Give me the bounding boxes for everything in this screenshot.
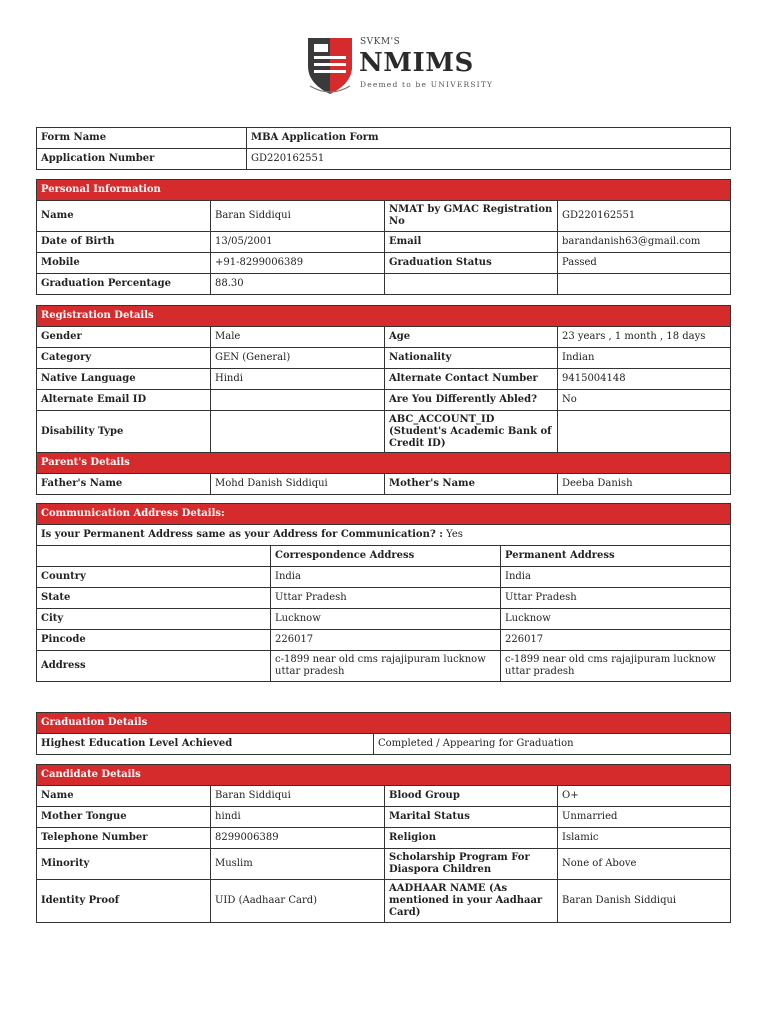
field-label: Graduation Status (385, 253, 558, 274)
field-label: Highest Education Level Achieved (37, 734, 374, 755)
application-number-value: GD220162551 (247, 149, 731, 170)
field-label: Email (385, 232, 558, 253)
field-label: Age (385, 327, 558, 348)
form-info-table (36, 127, 731, 170)
nmims-logo (306, 36, 494, 96)
communication-header: Communication Address Details: (37, 504, 731, 525)
field-value: c-1899 near old cms rajajipuram lucknow uttar pradesh (501, 651, 731, 682)
field-value: +91-8299006389 (211, 253, 385, 274)
field-label: Father's Name (37, 474, 211, 495)
field-value: 226017 (271, 630, 501, 651)
graduation-header: Graduation Details (37, 713, 731, 734)
personal-info-table (36, 179, 731, 295)
field-label: Telephone Number (37, 828, 211, 849)
address-same-question (37, 525, 731, 546)
address-same-answer: Yes (446, 529, 463, 540)
parents-table (36, 452, 731, 495)
field-value: GEN (General) (211, 348, 385, 369)
field-label: State (37, 588, 271, 609)
field-label: Name (37, 786, 211, 807)
field-value: O+ (558, 786, 731, 807)
field-label: Alternate Contact Number (385, 369, 558, 390)
field-label: City (37, 609, 271, 630)
field-value: None of Above (558, 849, 731, 880)
field-value: Islamic (558, 828, 731, 849)
field-value: Hindi (211, 369, 385, 390)
field-label: ABC_ACCOUNT_ID (Student's Academic Bank of Credit ID) (385, 411, 558, 454)
field-value: Completed / Appearing for Graduation (374, 734, 731, 755)
field-value: GD220162551 (558, 201, 731, 232)
address-same-question-text: Is your Permanent Address same as your Address for Communication? : (41, 529, 443, 540)
field-value: hindi (211, 807, 385, 828)
field-value: Male (211, 327, 385, 348)
registration-header: Registration Details (37, 306, 731, 327)
field-value: Uttar Pradesh (271, 588, 501, 609)
logo-tagline: Deemed to be UNIVERSITY (360, 80, 494, 89)
field-value (558, 274, 731, 295)
form-name-label: Form Name (37, 128, 247, 149)
field-value: 23 years , 1 month , 18 days (558, 327, 731, 348)
form-name-value: MBA Application Form (247, 128, 731, 149)
field-label: Mother Tongue (37, 807, 211, 828)
field-label: Name (37, 201, 211, 232)
field-value: UID (Aadhaar Card) (211, 880, 385, 923)
field-label: Native Language (37, 369, 211, 390)
field-value: Mohd Danish Siddiqui (211, 474, 385, 495)
field-value (558, 411, 731, 454)
field-value: No (558, 390, 731, 411)
field-label: Marital Status (385, 807, 558, 828)
field-label: Blood Group (385, 786, 558, 807)
field-label: Mobile (37, 253, 211, 274)
communication-table (36, 503, 731, 682)
field-value: 9415004148 (558, 369, 731, 390)
blank-header-cell (37, 546, 271, 567)
field-label: Religion (385, 828, 558, 849)
field-label: Minority (37, 849, 211, 880)
field-label: AADHAAR NAME (As mentioned in your Aadhaar Card) (385, 880, 558, 923)
personal-info-header: Personal Information (37, 180, 731, 201)
field-value: Deeba Danish (558, 474, 731, 495)
field-label: Nationality (385, 348, 558, 369)
field-value: 8299006389 (211, 828, 385, 849)
registration-table (36, 305, 731, 454)
permanent-column-header: Permanent Address (501, 546, 731, 567)
field-value (211, 390, 385, 411)
field-label: NMAT by GMAC Registration No (385, 201, 558, 232)
field-value: Lucknow (271, 609, 501, 630)
field-label: Category (37, 348, 211, 369)
field-value: India (271, 567, 501, 588)
field-value: Indian (558, 348, 731, 369)
graduation-table (36, 712, 731, 755)
field-label: Alternate Email ID (37, 390, 211, 411)
field-value: Baran Danish Siddiqui (558, 880, 731, 923)
field-value: 88.30 (211, 274, 385, 295)
candidate-header: Candidate Details (37, 765, 731, 786)
field-label: Graduation Percentage (37, 274, 211, 295)
application-number-label: Application Number (37, 149, 247, 170)
nmims-emblem-icon (306, 36, 354, 96)
parents-header: Parent's Details (37, 453, 731, 474)
logo-name: NMIMS (359, 48, 474, 78)
candidate-table (36, 764, 731, 923)
field-label: Country (37, 567, 271, 588)
logo-prefix: SVKM'S (360, 37, 401, 47)
field-label: Are You Differently Abled? (385, 390, 558, 411)
field-label: Date of Birth (37, 232, 211, 253)
field-value: Baran Siddiqui (211, 786, 385, 807)
field-value: c-1899 near old cms rajajipuram lucknow uttar pradesh (271, 651, 501, 682)
field-value: Unmarried (558, 807, 731, 828)
field-label: Disability Type (37, 411, 211, 454)
field-value: barandanish63@gmail.com (558, 232, 731, 253)
field-value: India (501, 567, 731, 588)
field-label: Mother's Name (385, 474, 558, 495)
field-label: Identity Proof (37, 880, 211, 923)
field-value: Lucknow (501, 609, 731, 630)
field-value (211, 411, 385, 454)
field-value: 13/05/2001 (211, 232, 385, 253)
field-value: 226017 (501, 630, 731, 651)
field-label: Address (37, 651, 271, 682)
field-value: Passed (558, 253, 731, 274)
field-value: Baran Siddiqui (211, 201, 385, 232)
field-label: Gender (37, 327, 211, 348)
field-value: Uttar Pradesh (501, 588, 731, 609)
field-value: Muslim (211, 849, 385, 880)
correspondence-column-header: Correspondence Address (271, 546, 501, 567)
field-label: Pincode (37, 630, 271, 651)
field-label: Scholarship Program For Diaspora Children (385, 849, 558, 880)
field-label (385, 274, 558, 295)
